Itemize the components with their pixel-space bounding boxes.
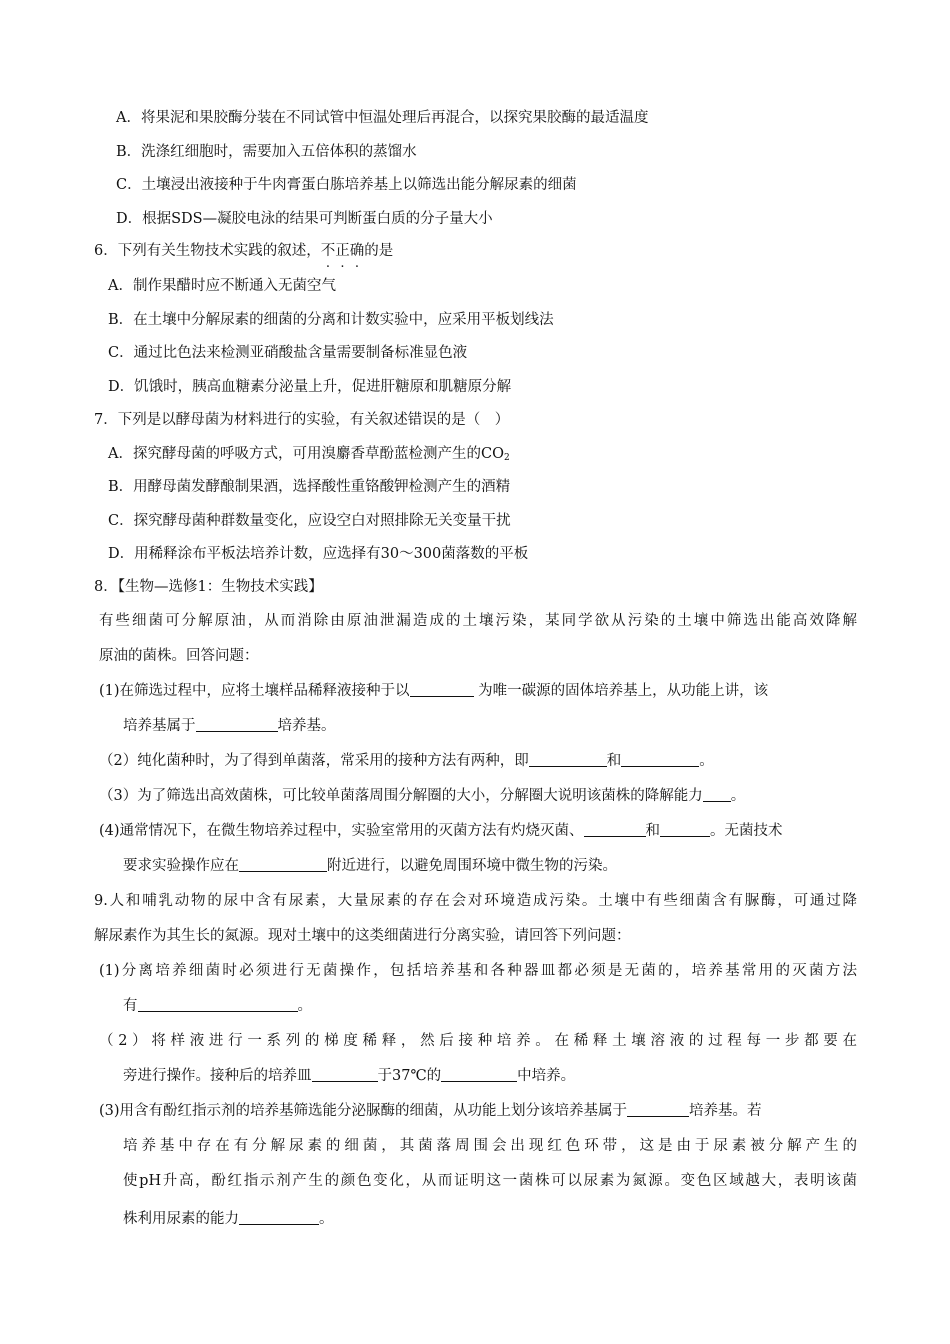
q9-intro-line-1: 9.人和哺乳动物的尿中含有尿素，大量尿素的存在会对环境造成污染。土壤中有些细菌含有脲酶，可通过降 [94, 893, 857, 909]
q9-part-3-line-4: 株利用尿素的能力 。 [123, 1211, 334, 1227]
q8-part-1-cont: 培养基属于 培养基。 [123, 718, 336, 734]
q5-option-c: C．土壤浸出液接种于牛肉膏蛋白胨培养基上以筛选出能分解尿素的细菌 [116, 177, 577, 193]
emphasis-dot-char: 确 [349, 243, 365, 259]
q7-option-a: A．探究酵母菌的呼吸方式，可用溴麝香草酚蓝检测产生的$CO_2$ [108, 446, 510, 463]
q8-intro-line-2: 原油的菌株。回答问题： [99, 648, 259, 664]
answer-blank[interactable] [239, 1210, 319, 1225]
q8-part-2: （2）纯化菌种时，为了得到单菌落，常采用的接种方法有两种，即 和 。 [99, 753, 714, 769]
q5-option-d: D．根据SDS—凝胶电泳的结果可判断蛋白质的分子量大小 [116, 211, 493, 227]
q8-part-4: (4)通常情况下，在微生物培养过程中，实验室常用的灭菌方法有灼烧灭菌、 和 。无菌技术 [99, 823, 783, 839]
answer-blank[interactable] [621, 752, 699, 767]
q8-part-3: （3）为了筛选出高效菌株，可比较单菌落周围分解圈的大小，分解圈大说明该菌株的降解能力 。 [99, 788, 746, 804]
q5-option-a: A．将果泥和果胶酶分装在不同试管中恒温处理后再混合，以探究果胶酶的最适温度 [116, 110, 649, 126]
q6-option-a: A．制作果醋时应不断通入无菌空气 [108, 278, 336, 294]
q9-part-2: （2）将样液进行一系列的梯度稀释，然后接种培养。在稀释土壤溶液的过程每一步都要在 [99, 1033, 857, 1049]
q7-option-b: B．用酵母菌发酵酿制果酒，选择酸性重铬酸钾检测产生的酒精 [108, 479, 511, 495]
answer-blank[interactable] [196, 717, 278, 732]
answer-blank[interactable] [703, 787, 731, 802]
q9-part-3-line-3: 使pH升高，酚红指示剂产生的颜色变化，从而证明这一菌株可以尿素为氮源。变色区域越大，表明该菌 [123, 1173, 857, 1189]
q8-stem: 8．【生物—选修1：生物技术实践】 [94, 579, 323, 595]
q7-stem: 7．下列是以酵母菌为材料进行的实验，有关叙述错误的是（ ） [94, 412, 510, 428]
answer-blank[interactable] [138, 997, 298, 1012]
q8-part-1: (1)在筛选过程中，应将土壤样品稀释液接种于以 为唯一碳源的固体培养基上，从功能上讲，该 [99, 683, 769, 699]
q7-option-c: C．探究酵母菌种群数量变化，应设空白对照排除无关变量干扰 [108, 513, 511, 529]
answer-blank[interactable] [660, 822, 710, 837]
emphasis-dot-char: 正 [335, 243, 350, 259]
q9-part-2-cont: 旁进行操作。接种后的培养皿 于37℃的 中培养。 [123, 1068, 576, 1084]
q5-option-b: B．洗涤红细胞时，需要加入五倍体积的蒸馏水 [116, 144, 417, 160]
answer-blank[interactable] [239, 857, 327, 872]
answer-blank[interactable] [529, 752, 607, 767]
q9-part-3-line-2: 培养基中存在有分解尿素的细菌，其菌落周围会出现红色环带，这是由于尿素被分解产生的 [123, 1138, 857, 1154]
q8-intro-line-1: 有些细菌可分解原油，从而消除由原油泄漏造成的土壤污染，某同学欲从污染的土壤中筛选出能高效降解 [99, 613, 857, 629]
q6-option-d: D．饥饿时，胰高血糖素分泌量上升，促进肝糖原和肌糖原分解 [108, 379, 512, 395]
q6-option-c: C．通过比色法来检测亚硝酸盐含量需要制备标准显色液 [108, 345, 468, 361]
emphasis-dot-char: 不 [320, 243, 336, 259]
q7-option-d: D．用稀释涂布平板法培养计数，应选择有30～300菌落数的平板 [108, 546, 529, 562]
q9-part-1: (1)分离培养细菌时必须进行无菌操作，包括培养基和各种器皿都必须是无菌的，培养基常用的灭菌方法 [99, 963, 857, 979]
answer-blank[interactable] [312, 1067, 378, 1082]
answer-blank[interactable] [441, 1067, 517, 1082]
q9-part-1-cont: 有 。 [123, 998, 312, 1014]
answer-blank[interactable] [410, 682, 474, 697]
answer-blank[interactable] [627, 1102, 689, 1117]
q9-intro-line-2: 解尿素作为其生长的氮源。现对土壤中的这类细菌进行分离实验，请回答下列问题： [94, 928, 631, 944]
answer-blank[interactable] [584, 822, 646, 837]
q6-option-b: B．在土壤中分解尿素的细菌的分离和计数实验中，应采用平板划线法 [108, 312, 554, 328]
q8-part-4-cont: 要求实验操作应在 附近进行，以避免周围环境中微生物的污染。 [123, 858, 617, 874]
q9-part-3: (3)用含有酚红指示剂的培养基筛选能分泌脲酶的细菌，从功能上划分该培养基属于 培养基。若 [99, 1103, 762, 1119]
q6-stem: 6．下列有关生物技术实践的叙述，不正确的是 [94, 243, 394, 259]
